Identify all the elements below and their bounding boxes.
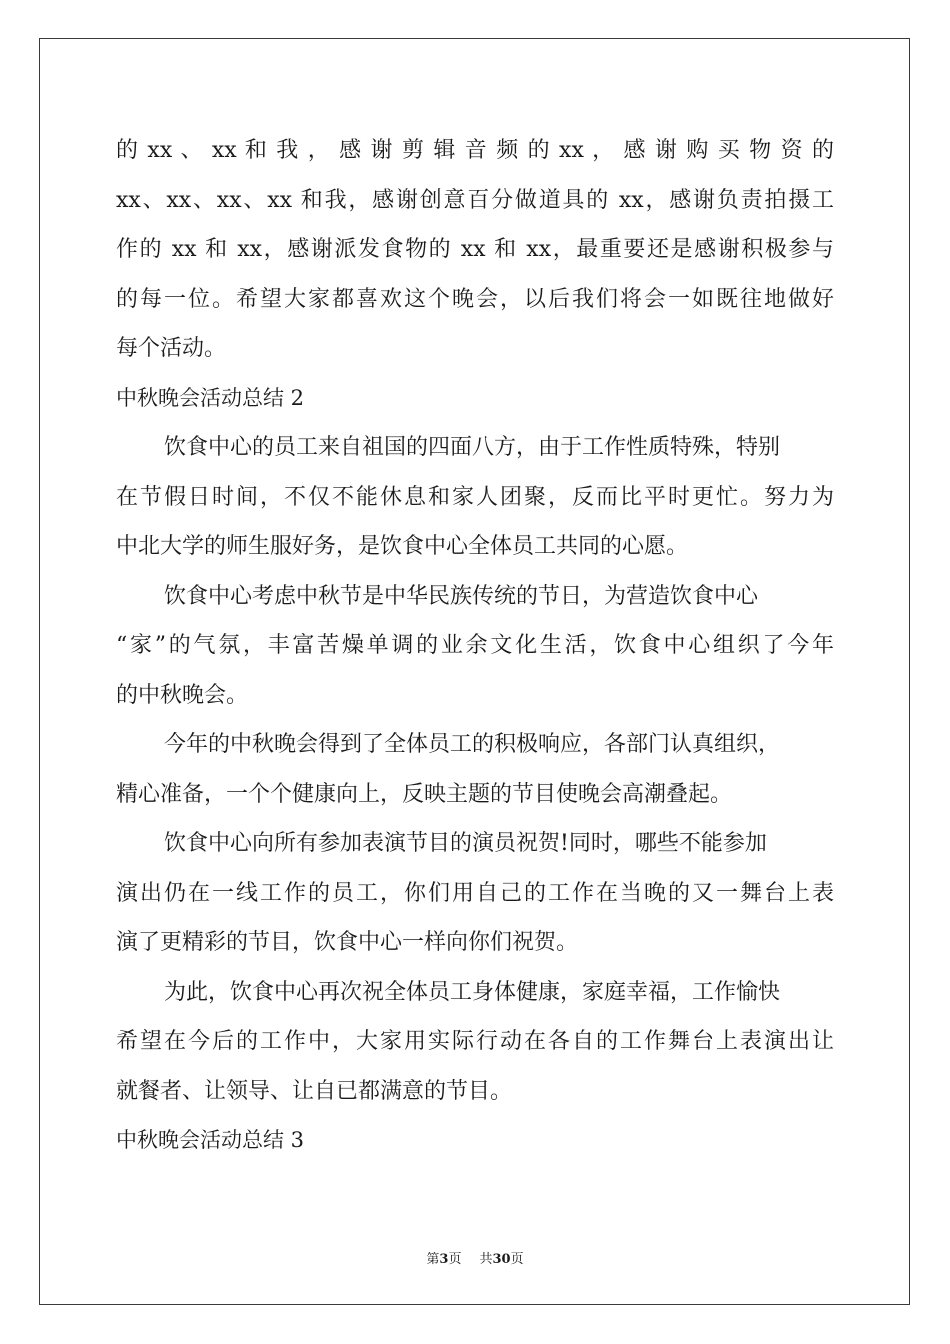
- body-line: 就餐者、让领导、让自已都满意的节目。: [116, 1078, 513, 1104]
- page-prefix: 第: [426, 1252, 440, 1267]
- body-line: xx、xx、xx、xx 和我，感谢创意百分做道具的 xx，感谢负责拍摄工: [116, 187, 834, 213]
- body-line: 每个活动。: [116, 336, 227, 361]
- section-heading: 中秋晚会活动总结 3: [116, 1128, 305, 1152]
- body-line: 演了更精彩的节目，饮食中心一样向你们祝贺。: [116, 930, 579, 955]
- page-number: 3: [439, 1252, 449, 1267]
- section-heading: 中秋晚会活动总结 2: [116, 385, 305, 410]
- body-line: “家”的气氛，丰富苦燥单调的业余文化生活，饮食中心组织了今年: [116, 633, 834, 658]
- body-line: 的中秋晚会。: [116, 682, 249, 708]
- body-line: 演出仍在一线工作的员工，你们用自己的工作在当晚的又一舞台上表: [116, 880, 834, 906]
- body-line: 中北大学的师生服好务，是饮食中心全体员工共同的心愿。: [116, 534, 689, 559]
- total-prefix: 共: [479, 1252, 493, 1267]
- page-footer: [0, 1248, 950, 1267]
- body-line: 希望在今后的工作中，大家用实际行动在各自的工作舞台上表演出让: [116, 1029, 834, 1054]
- paragraph-first-line: 饮食中心考虑中秋节是中华民族传统的节日，为营造饮食中心: [164, 583, 759, 609]
- page-suffix: 页: [448, 1252, 462, 1267]
- body-line: 精心准备，一个个健康向上，反映主题的节目使晚会高潮叠起。: [116, 781, 733, 807]
- total-pages: 30: [492, 1252, 511, 1267]
- document-body: [116, 126, 834, 1166]
- total-suffix: 页: [510, 1252, 524, 1267]
- body-line: 的每一位。希望大家都喜欢这个晚会，以后我们将会一如既往地做好: [116, 286, 834, 312]
- body-line: 在节假日时间，不仅不能休息和家人团聚，反而比平时更忙。努力为: [116, 484, 834, 510]
- paragraph-first-line: 为此，饮食中心再次祝全体员工身体健康，家庭幸福，工作愉快: [164, 979, 781, 1005]
- paragraph-first-line: 今年的中秋晚会得到了全体员工的积极响应，各部门认真组织，: [164, 732, 781, 757]
- paragraph-first-line: 饮食中心的员工来自祖国的四面八方，由于工作性质特殊，特别: [164, 435, 781, 460]
- paragraph-first-line: 饮食中心向所有参加表演节目的演员祝贺!同时，哪些不能参加: [164, 831, 767, 856]
- body-line: 作的 xx 和 xx，感谢派发食物的 xx 和 xx，最重要还是感谢积极参与: [116, 237, 834, 262]
- body-line: 的 xx 、 xx 和 我 ， 感 谢 剪 辑 音 频 的 xx ， 感 谢 购 买 物 资 的: [116, 138, 834, 163]
